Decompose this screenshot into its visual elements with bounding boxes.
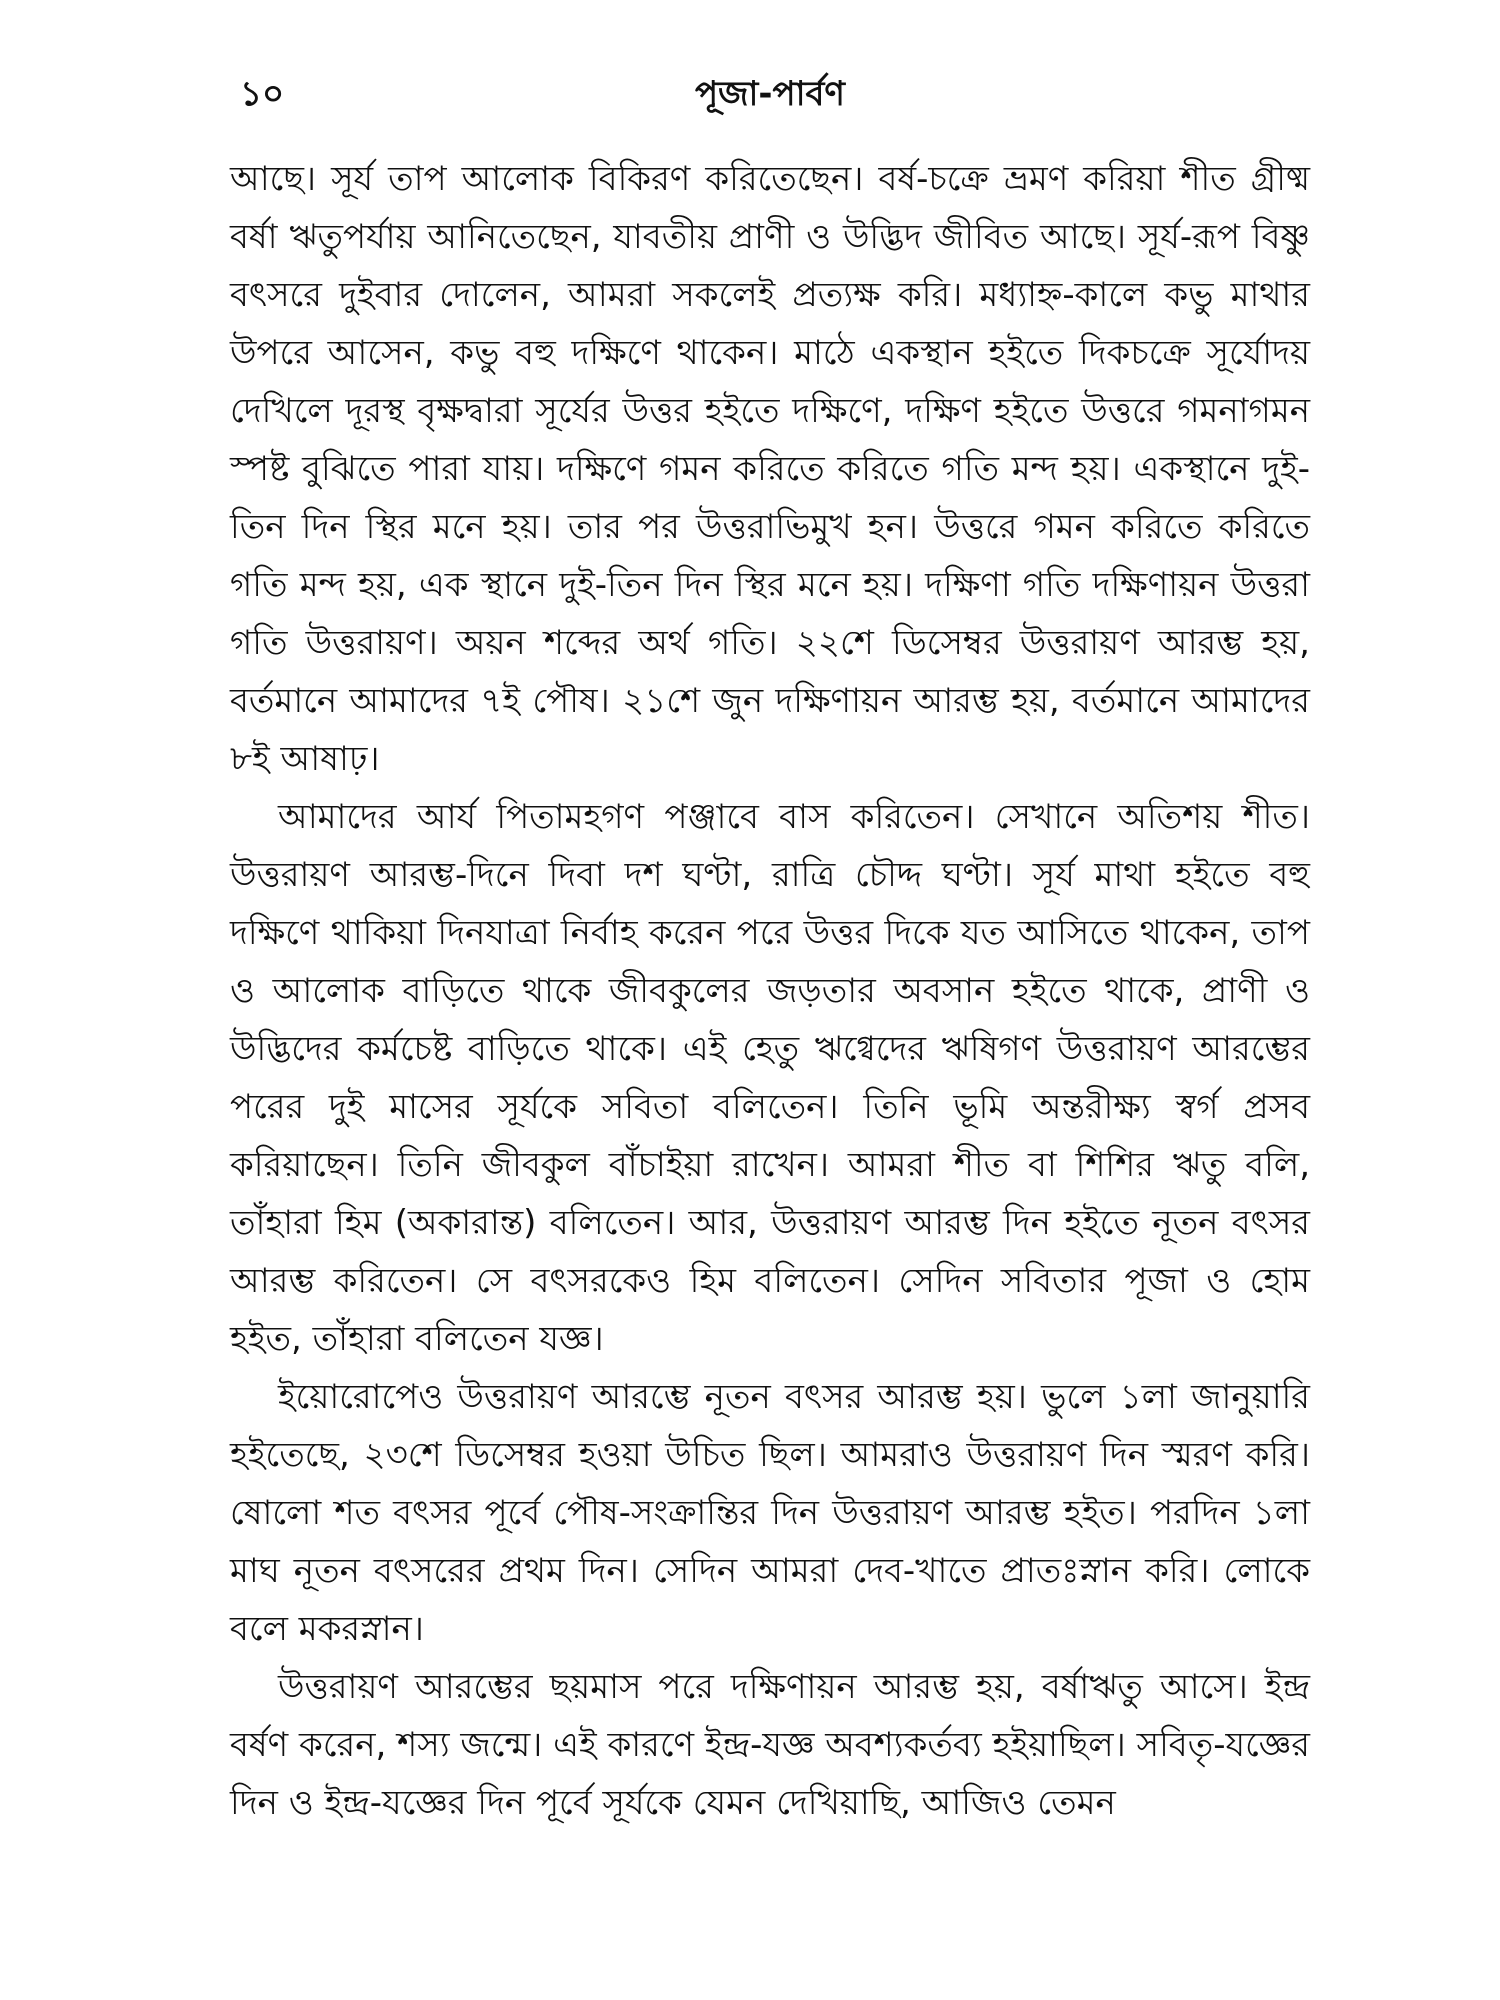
paragraph-4: উত্তরায়ণ আরম্ভের ছয়মাস পরে দক্ষিণায়ন আরম্ভ হয়, বর্ষাঋতু আসে। ইন্দ্র বর্ষণ করেন, শস্য জন্মে। এই কারণে ইন্দ্র-যজ্ঞ অবশ্যকর্তব্য হইয়াছিল। সবিতৃ-যজ্ঞের দিন ও ইন্দ্র-যজ্ঞের দিন পূর্বে সূর্যকে যেমন দেখিয়াছি, আজিও তেমন — [230, 1667, 1310, 1823]
paragraph-3: ইয়োরোপেও উত্তরায়ণ আরম্ভে নূতন বৎসর আরম্ভ হয়। ভুলে ১লা জানুয়ারি হইতেছে, ২৩শে ডিসেম্বর হওয়া উচিত ছিল। আমরাও উত্তরায়ণ দিন স্মরণ করি। ষোলো শত বৎসর পূর্বে পৌষ-সংক্রান্তির দিন উত্তরায়ণ আরম্ভ হইত। পরদিন ১লা মাঘ নূতন বৎসরের প্রথম দিন। সেদিন আমরা দেব-খাতে প্রাতঃস্নান করি। লোকে বলে মকরস্নান। — [230, 1377, 1310, 1649]
page-header — [240, 72, 1300, 122]
page-number: ১০ — [240, 74, 285, 114]
running-title: পূজা-পার্বণ — [695, 74, 845, 114]
paragraph-1: আছে। সূর্য তাপ আলোক বিকিরণ করিতেছেন। বর্ষ-চক্রে ভ্রমণ করিয়া শীত গ্রীষ্ম বর্ষা ঋতুপর্যায় আনিতেছেন, যাবতীয় প্রাণী ও উদ্ভিদ জীবিত আছে। সূর্য-রূপ বিষ্ণু বৎসরে দুইবার দোলেন, আমরা সকলেই প্রত্যক্ষ করি। মধ্যাহ্ন-কালে কভু মাথার উপরে আসেন, কভু বহু দক্ষিণে থাকেন। মাঠে একস্থান হইতে দিকচক্রে সূর্যোদয় দেখিলে দূরস্থ বৃক্ষদ্বারা সূর্যের উত্তর হইতে দক্ষিণে, দক্ষিণ হইতে উত্তরে গমনাগমন স্পষ্ট বুঝিতে পারা যায়। দক্ষিণে গমন করিতে করিতে গতি মন্দ হয়। একস্থানে দুই-তিন দিন স্থির মনে হয়। তার পর উত্তরাভিমুখ হন। উত্তরে গমন করিতে করিতে গতি মন্দ হয়, এক স্থানে দুই-তিন দিন স্থির মনে হয়। দক্ষিণা গতি দক্ষিণায়ন উত্তরা গতি উত্তরায়ণ। অয়ন শব্দের অর্থ গতি। ২২শে ডিসেম্বর উত্তরায়ণ আরম্ভ হয়, বর্তমানে আমাদের ৭ই পৌষ। ২১শে জুন দক্ষিণায়ন আরম্ভ হয়, বর্তমানে আমাদের ৮ই আষাঢ়। — [230, 159, 1310, 779]
body-text — [230, 150, 1310, 1832]
paragraph-2: আমাদের আর্য পিতামহগণ পঞ্জাবে বাস করিতেন। সেখানে অতিশয় শীত। উত্তরায়ণ আরম্ভ-দিনে দিবা দশ ঘণ্টা, রাত্রি চৌদ্দ ঘণ্টা। সূর্য মাথা হইতে বহু দক্ষিণে থাকিয়া দিনযাত্রা নির্বাহ করেন পরে উত্তর দিকে যত আসিতে থাকেন, তাপ ও আলোক বাড়িতে থাকে জীবকুলের জড়তার অবসান হইতে থাকে, প্রাণী ও উদ্ভিদের কর্মচেষ্ট বাড়িতে থাকে। এই হেতু ঋগ্বেদের ঋষিগণ উত্তরায়ণ আরম্ভের পরের দুই মাসের সূর্যকে সবিতা বলিতেন। তিনি ভূমি অন্তরীক্ষ্য স্বর্গ প্রসব করিয়াছেন। তিনি জীবকুল বাঁচাইয়া রাখেন। আমরা শীত বা শিশির ঋতু বলি, তাঁহারা হিম (অকারান্ত) বলিতেন। আর, উত্তরায়ণ আরম্ভ দিন হইতে নূতন বৎসর আরম্ভ করিতেন। সে বৎসরকেও হিম বলিতেন। সেদিন সবিতার পূজা ও হোম হইত, তাঁহারা বলিতেন যজ্ঞ। — [230, 797, 1311, 1359]
